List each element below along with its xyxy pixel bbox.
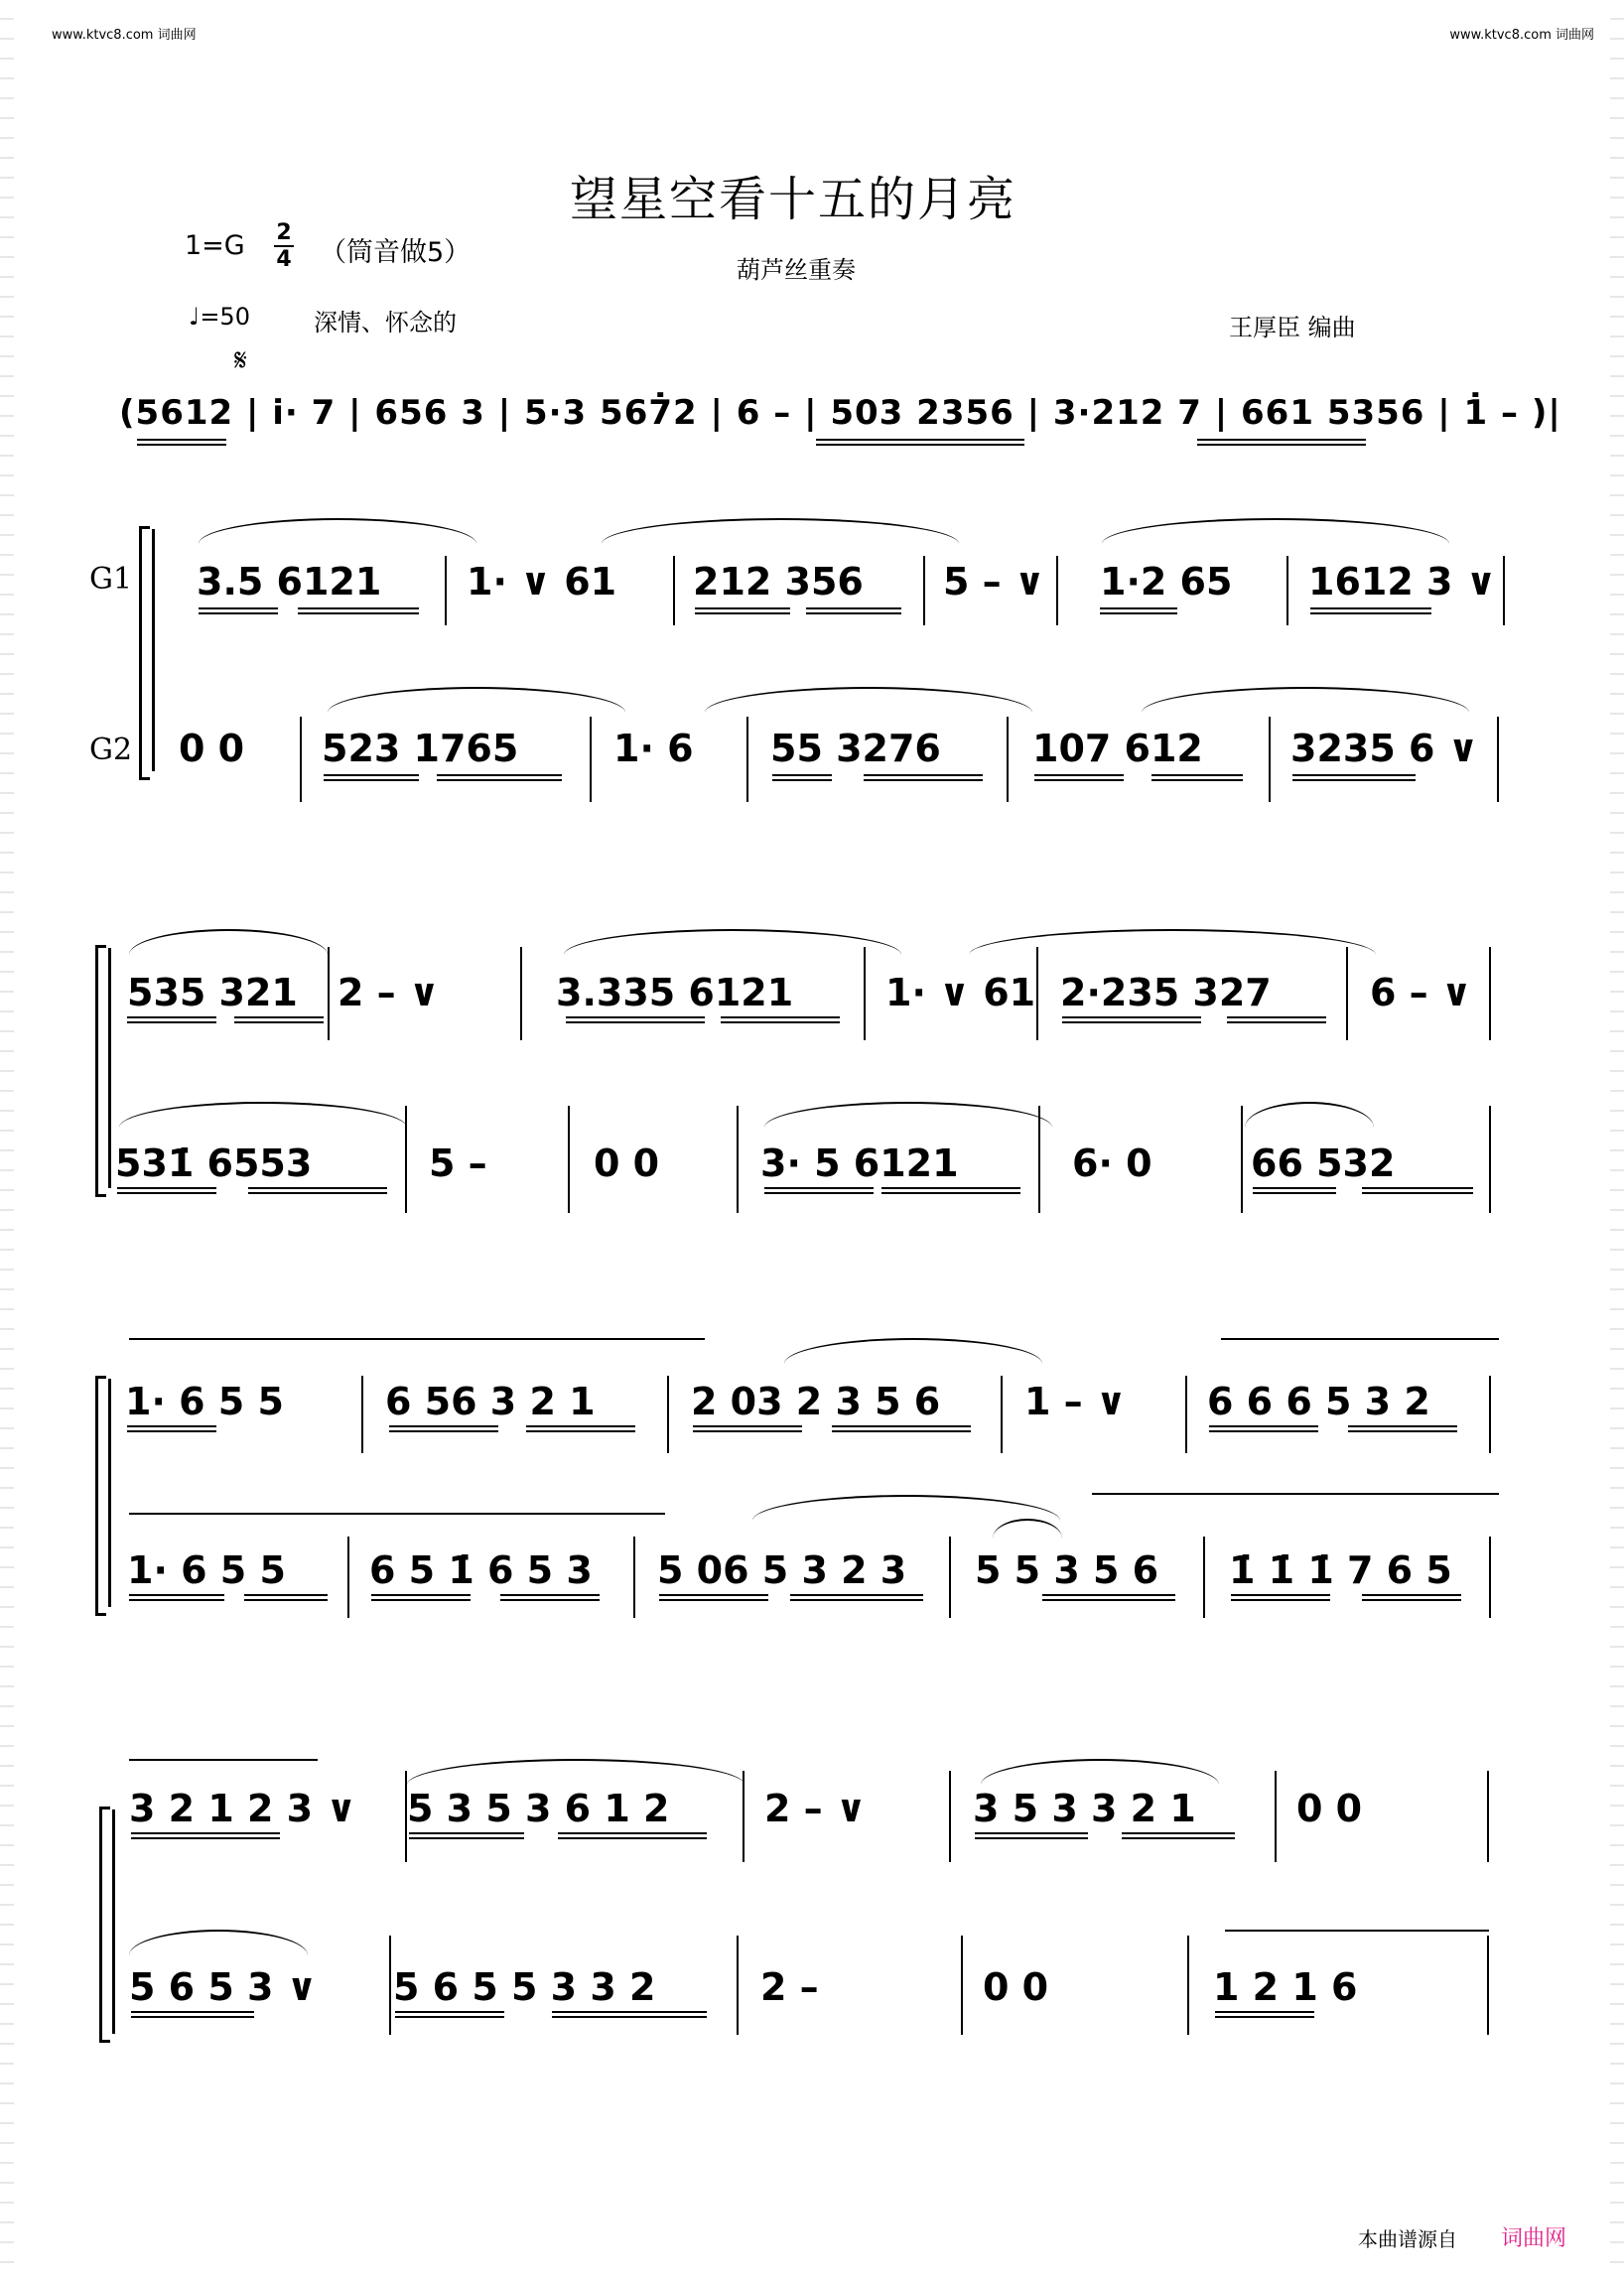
beam — [1253, 1187, 1336, 1194]
barline — [1346, 947, 1348, 1040]
barline — [1489, 1106, 1491, 1213]
measure: 1· 6 — [613, 727, 694, 770]
measure: 2·235 327 — [1060, 971, 1272, 1014]
beam — [881, 1187, 1020, 1194]
measure: 0 0 — [983, 1965, 1049, 2009]
barline — [1275, 1771, 1277, 1862]
slur-line — [129, 1513, 665, 1515]
measure: 5 5 3 5 6 — [975, 1548, 1159, 1592]
measure: 5 6 5 3 ∨ — [129, 1965, 318, 2009]
beam — [1151, 774, 1243, 781]
beam — [1100, 607, 1177, 614]
barline — [405, 1106, 407, 1213]
right-margin-pattern — [1610, 0, 1624, 2278]
slur — [705, 687, 1032, 713]
barline — [961, 1936, 963, 2035]
time-numerator: 2 — [276, 220, 292, 245]
beam — [389, 1425, 498, 1432]
part-label-g1: G1 — [89, 562, 133, 597]
footer-source-label: 本曲谱源自 — [1358, 2227, 1457, 2251]
barline — [590, 717, 592, 802]
beam — [1362, 1594, 1461, 1601]
beam — [806, 607, 901, 614]
barline — [1489, 947, 1491, 1040]
measure: 5 3 5 3 6 1 2 — [407, 1787, 670, 1830]
barline — [1185, 1376, 1187, 1453]
slur — [119, 1102, 407, 1128]
barline — [1241, 1106, 1243, 1213]
beam — [409, 1832, 524, 1839]
intro-underline-1 — [137, 439, 226, 446]
barline — [743, 1771, 744, 1862]
measure: 2 03 2 3 5 6 — [691, 1380, 941, 1423]
score-title: 望星空看十五的月亮 — [570, 172, 1017, 227]
measure: 5 06 5 3 2 3 — [657, 1548, 907, 1592]
slur — [1102, 518, 1449, 544]
measure: 1̇ 1̇ 1̇ 7 6 5 — [1229, 1548, 1452, 1592]
beam — [248, 1187, 387, 1194]
barline — [520, 947, 522, 1040]
barline — [568, 1106, 570, 1213]
left-margin-pattern — [0, 0, 14, 2278]
measure: 55 3276 — [770, 727, 941, 770]
slur — [752, 1495, 1060, 1521]
beam — [693, 1425, 802, 1432]
subtitle: 葫芦丝重奏 — [737, 256, 856, 284]
part-label-g2: G2 — [89, 733, 133, 767]
measure: 212 356 — [693, 560, 864, 603]
barline — [1489, 1537, 1491, 1618]
footer-source-link[interactable]: 词曲网 — [1501, 2226, 1567, 2251]
measure: 523 1765 — [322, 727, 519, 770]
slur — [328, 687, 625, 713]
beam — [1062, 1016, 1201, 1023]
slur — [129, 929, 328, 955]
barline — [405, 1771, 407, 1862]
slur — [784, 1338, 1042, 1364]
barline — [923, 556, 925, 625]
measure: 2 – ∨ — [338, 971, 440, 1014]
barline — [1203, 1537, 1205, 1618]
barline — [1269, 717, 1271, 802]
beam — [1209, 1425, 1318, 1432]
barline — [389, 1936, 391, 2035]
measure: 1· 6 5 5 — [127, 1548, 286, 1592]
barline — [1187, 1936, 1189, 2035]
beam — [131, 1832, 280, 1839]
segno-sign: 𝄋 — [234, 343, 247, 378]
beam — [437, 774, 562, 781]
measure: 6 5 1̇ 6 5 3 — [369, 1548, 593, 1592]
beam — [558, 1832, 707, 1839]
measure: 0 0 — [1296, 1787, 1363, 1830]
beam — [1215, 2011, 1314, 2018]
beam — [131, 2011, 254, 2018]
beam — [129, 1594, 224, 1601]
beam — [324, 774, 419, 781]
fingering-note: （筒音做5） — [320, 237, 472, 268]
beam — [395, 2011, 504, 2018]
beam — [1034, 774, 1124, 781]
measure: 1612 3 ∨ — [1308, 560, 1497, 603]
barline — [361, 1376, 363, 1453]
barline — [1497, 717, 1499, 802]
beam — [1042, 1594, 1175, 1601]
barline — [347, 1537, 349, 1618]
barline — [328, 947, 330, 1040]
barline — [667, 1376, 669, 1453]
intro-line: (5612 | i̇· 7 | 656 3 | 5·3 567̇2 | 6 – | 503 2356 | 3·212 7 | 661 5356 | 1̇ – )| — [119, 393, 1561, 433]
barline — [673, 556, 675, 625]
beam — [1227, 1016, 1326, 1023]
slur — [129, 1930, 308, 1955]
barline — [1007, 717, 1009, 802]
system-1-bracket — [139, 526, 150, 780]
slur-line — [1092, 1493, 1499, 1495]
measure: 66 532 — [1251, 1141, 1396, 1185]
barline — [1487, 1936, 1489, 2035]
beam — [790, 1594, 923, 1601]
system-3-bracket-inner — [108, 1379, 111, 1607]
tie — [993, 1519, 1062, 1539]
system-3-bracket — [95, 1376, 106, 1616]
slur-line — [1221, 1338, 1499, 1340]
measure: 6 – ∨ — [1370, 971, 1472, 1014]
barline — [1487, 1771, 1489, 1862]
beam — [721, 1016, 840, 1023]
measure: 5 – ∨ — [943, 560, 1045, 603]
measure: 6· 0 — [1072, 1141, 1152, 1185]
expression-marking: 深情、怀念的 — [314, 309, 457, 336]
beam — [117, 1187, 216, 1194]
measure: 1· ∨ 61 — [467, 560, 617, 603]
measure: 6 6 6 5 3 2 — [1207, 1380, 1430, 1423]
key-signature: 1=G — [185, 230, 245, 261]
beam — [526, 1425, 635, 1432]
barline — [949, 1537, 951, 1618]
measure: 2 – — [760, 1965, 819, 2009]
measure: 531̇ 6553 — [115, 1141, 313, 1185]
beam — [244, 1594, 328, 1601]
measure: 5 – — [429, 1141, 487, 1185]
slur — [407, 1759, 744, 1785]
measure: 3235 6 ∨ — [1290, 727, 1479, 770]
measure: 0 0 — [179, 727, 245, 770]
barline — [300, 717, 302, 802]
beam — [764, 1187, 874, 1194]
slur — [1245, 1102, 1374, 1128]
beam — [1122, 1832, 1235, 1839]
intro-underline-2 — [816, 439, 1024, 446]
measure: 535 321 — [127, 971, 298, 1014]
barline — [445, 556, 447, 625]
time-signature — [274, 220, 294, 272]
measure: 6 56 3 2 1 — [385, 1380, 596, 1423]
slur — [602, 518, 959, 544]
header-site-right: www.ktvc8.com 词曲网 — [1449, 28, 1594, 43]
beam — [234, 1016, 324, 1023]
measure: 1 2 1 6 — [1213, 1965, 1358, 2009]
barline — [1036, 947, 1038, 1040]
slur — [1142, 687, 1469, 713]
measure: 1 – ∨ — [1024, 1380, 1127, 1423]
beam — [1292, 774, 1416, 781]
system-4-bracket — [99, 1807, 110, 2043]
beam — [1348, 1425, 1457, 1432]
measure: 2 – ∨ — [764, 1787, 867, 1830]
measure: 107 612 — [1032, 727, 1203, 770]
barline — [737, 1936, 739, 2035]
beam — [695, 607, 790, 614]
intro-underline-3 — [1197, 439, 1366, 446]
measure: 3 5 3 3 2 1 — [973, 1787, 1196, 1830]
slur-line — [1225, 1930, 1489, 1932]
measure: 3· 5 6121 — [760, 1141, 959, 1185]
slur — [764, 1102, 1052, 1128]
slur-line — [129, 1338, 705, 1340]
measure: 1· 6 5 5 — [125, 1380, 284, 1423]
barline — [1056, 556, 1058, 625]
measure: 3.335 6121 — [556, 971, 794, 1014]
measure: 5 6 5 5 3 3 2 — [393, 1965, 656, 2009]
beam — [371, 1594, 471, 1601]
barline — [864, 947, 866, 1040]
beam — [864, 774, 983, 781]
barline — [746, 717, 748, 802]
slur — [199, 518, 476, 544]
beam — [298, 607, 419, 614]
beam — [566, 1016, 705, 1023]
measure: 3 2 1 2 3 ∨ — [129, 1787, 357, 1830]
barline — [1286, 556, 1288, 625]
measure: 1·2 65 — [1100, 560, 1233, 603]
beam — [772, 774, 832, 781]
slur — [981, 1759, 1219, 1785]
slur — [564, 929, 901, 955]
beam — [975, 1832, 1088, 1839]
system-2-bracket — [95, 945, 106, 1197]
time-denominator: 4 — [274, 245, 294, 272]
barline — [1503, 556, 1505, 625]
barline — [633, 1537, 635, 1618]
beam — [1231, 1594, 1330, 1601]
beam — [1310, 607, 1431, 614]
measure: 0 0 — [594, 1141, 660, 1185]
slur-line — [129, 1759, 318, 1761]
barline — [949, 1771, 951, 1862]
barline — [1489, 1376, 1491, 1453]
system-4-bracket-inner — [112, 1809, 115, 2034]
measure: 1· ∨ 61 — [885, 971, 1036, 1014]
barline — [1001, 1376, 1003, 1453]
beam — [1362, 1187, 1473, 1194]
measure: 3.5 6121 — [197, 560, 382, 603]
barline — [737, 1106, 739, 1213]
system-1-bracket-inner — [152, 529, 155, 771]
tempo-marking: ♩=50 — [189, 303, 250, 331]
beam — [832, 1425, 971, 1432]
header-site-left: www.ktvc8.com 词曲网 — [52, 28, 197, 43]
system-2-bracket-inner — [108, 948, 111, 1188]
beam — [199, 607, 278, 614]
barline — [1038, 1106, 1040, 1213]
beam — [500, 1594, 600, 1601]
beam — [552, 2011, 707, 2018]
composer-credit: 王厚臣 编曲 — [1229, 314, 1356, 341]
beam — [659, 1594, 768, 1601]
beam — [127, 1016, 216, 1023]
beam — [127, 1425, 216, 1432]
slur — [969, 929, 1376, 955]
